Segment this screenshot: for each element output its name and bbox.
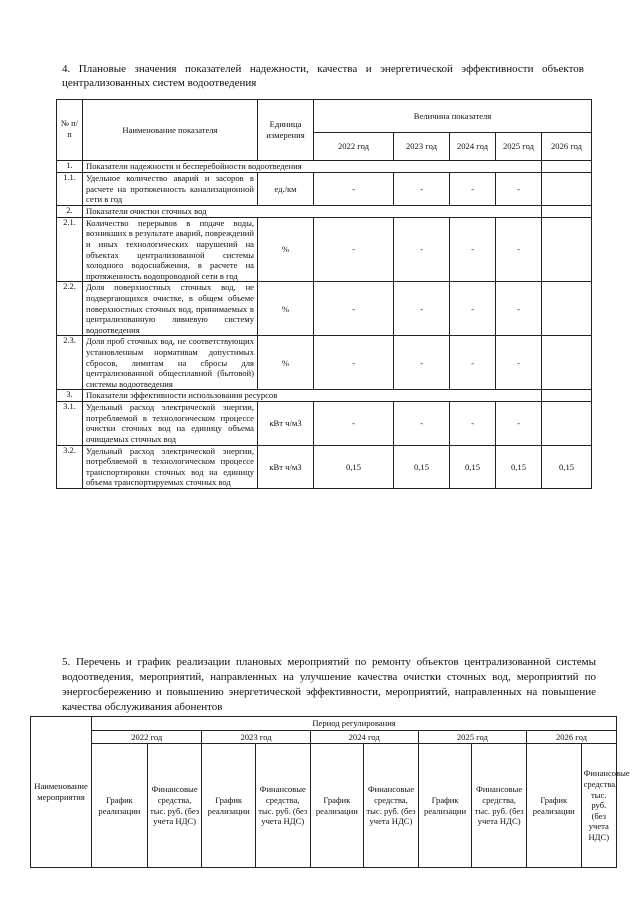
- header-year: 2023 год: [394, 133, 450, 161]
- header-year: 2025 год: [496, 133, 542, 161]
- value-cell: -: [314, 336, 394, 390]
- table-row: [57, 217, 592, 282]
- header-year: 2023 год: [202, 731, 310, 744]
- header-schedule: График реализации: [418, 744, 472, 868]
- table-row: [57, 282, 592, 336]
- reliability-indicators-table: [56, 99, 592, 489]
- value-cell: -: [496, 217, 542, 282]
- value-cell: 0,15: [314, 445, 394, 488]
- section-label: Показатели эффективности использования ресурсов: [83, 390, 542, 402]
- row-num: 1.: [57, 161, 83, 173]
- indicator-name: Удельный расход электрической энергии, потребляемой в технологическом процессе очистки сточных вод на единицу объема очищаемых сточных вод: [83, 402, 258, 445]
- header-num: № п/п: [57, 100, 83, 161]
- header-year: 2024 год: [310, 731, 418, 744]
- header-activity-name: Наименование мероприятия: [31, 717, 92, 868]
- value-cell: 0,15: [542, 445, 592, 488]
- header-finance: Финансовые средства, тыс. руб. (без учета НДС): [255, 744, 310, 868]
- indicator-name: Количество перерывов в подаче воды, возникших в результате аварий, повреждений и иных технологических нарушений на объектах централизованной системы холодного водоснабжения, в расчете на протяженность водопроводной сети в год: [83, 217, 258, 282]
- header-schedule: График реализации: [202, 744, 256, 868]
- activities-schedule-table: [30, 716, 630, 868]
- value-cell: -: [314, 402, 394, 445]
- row-num: 3.: [57, 390, 83, 402]
- header-year: 2022 год: [314, 133, 394, 161]
- value-cell: 0,15: [450, 445, 496, 488]
- value-cell: 0,15: [496, 445, 542, 488]
- header-year: 2026 год: [526, 731, 616, 744]
- value-cell: -: [496, 173, 542, 206]
- header-period: Период регулирования: [92, 717, 617, 731]
- value-cell: -: [450, 402, 496, 445]
- row-num: 3.1.: [57, 402, 83, 445]
- value-cell: [542, 336, 592, 390]
- value-cell: -: [394, 402, 450, 445]
- value-cell: -: [450, 217, 496, 282]
- value-cell: -: [450, 336, 496, 390]
- table-row: [57, 445, 592, 488]
- header-year: 2025 год: [418, 731, 526, 744]
- value-cell: -: [496, 402, 542, 445]
- value-cell: -: [314, 282, 394, 336]
- value-cell: -: [450, 282, 496, 336]
- header-schedule: График реализации: [526, 744, 581, 868]
- header-finance: Финансовые средства, тыс. руб. (без учета НДС): [147, 744, 202, 868]
- indicator-unit: ед./км: [258, 173, 314, 206]
- row-num: 2.3.: [57, 336, 83, 390]
- indicator-name: Удельный расход электрической энергии, потребляемой в технологическом процессе транспортировки сточных вод на единицу объема транспортируемых сточных вод: [83, 445, 258, 488]
- table-row: [57, 402, 592, 445]
- value-cell: -: [496, 282, 542, 336]
- header-schedule: График реализации: [92, 744, 148, 868]
- value-cell: -: [496, 336, 542, 390]
- row-num: 2.: [57, 205, 83, 217]
- indicator-name: Удельное количество аварий и засоров в расчете на протяженность канализационной сети в год: [83, 173, 258, 206]
- indicator-unit: %: [258, 336, 314, 390]
- row-num: 2.1.: [57, 217, 83, 282]
- value-cell: [542, 402, 592, 445]
- table-section-row: [57, 390, 592, 402]
- value-cell: -: [394, 336, 450, 390]
- value-cell: [542, 217, 592, 282]
- header-unit: Единица измерения: [258, 100, 314, 161]
- indicator-name: Доля проб сточных вод, не соответствующих установленным нормативам допустимых сбросов, лимитам на сбросы для централизованной общесплавной (бытовой) системы водоотведения: [83, 336, 258, 390]
- value-cell: -: [394, 217, 450, 282]
- table-section-row: [57, 205, 592, 217]
- value-cell: 0,15: [394, 445, 450, 488]
- indicator-unit: %: [258, 282, 314, 336]
- table-row: [57, 173, 592, 206]
- header-year: 2026 год: [542, 133, 592, 161]
- indicator-unit: кВт ч/м3: [258, 402, 314, 445]
- header-name: Наименование показателя: [83, 100, 258, 161]
- value-cell: [542, 282, 592, 336]
- header-year: 2022 год: [92, 731, 202, 744]
- value-cell: -: [394, 173, 450, 206]
- section4-title: 4. Плановые значения показателей надежности, качества и энергетической эффективности объектов централизованных систем водоотведения: [62, 63, 584, 89]
- header-schedule: График реализации: [310, 744, 364, 868]
- row-num: 1.1.: [57, 173, 83, 206]
- value-cell: [542, 173, 592, 206]
- table-row: [57, 336, 592, 390]
- value-cell: -: [394, 282, 450, 336]
- section5-title: 5. Перечень и график реализации плановых мероприятий по ремонту объектов централизованной системы водоотведения, мероприятий, направленных на улучшение качества очистки сточных вод, мероприятий по энергосбережению и повышению энергетической эффективности, мероприятий, направленных на повышение качества обслуживания абонентов: [62, 656, 596, 713]
- value-cell: -: [314, 173, 394, 206]
- row-num: 3.2.: [57, 445, 83, 488]
- indicator-unit: кВт ч/м3: [258, 445, 314, 488]
- row-num: 2.2.: [57, 282, 83, 336]
- table-section-row: [57, 161, 592, 173]
- header-finance: Финансовые средства, тыс. руб. (без учета НДС): [581, 744, 616, 868]
- header-finance: Финансовые средства, тыс. руб. (без учета НДС): [472, 744, 527, 868]
- indicator-unit: %: [258, 217, 314, 282]
- value-cell: -: [450, 173, 496, 206]
- section-label: Показатели надежности и бесперебойности водоотведения: [83, 161, 542, 173]
- indicator-name: Доля поверхностных сточных вод, не подвергающихся очистке, в общем объеме поверхностных сточных вод, принимаемых в централизованную ливневую систему водоотведения: [83, 282, 258, 336]
- section-label: Показатели очистки сточных вод: [83, 205, 542, 217]
- header-value: Величина показателя: [314, 100, 592, 133]
- header-year: 2024 год: [450, 133, 496, 161]
- header-finance: Финансовые средства, тыс. руб. (без учета НДС): [364, 744, 419, 868]
- value-cell: -: [314, 217, 394, 282]
